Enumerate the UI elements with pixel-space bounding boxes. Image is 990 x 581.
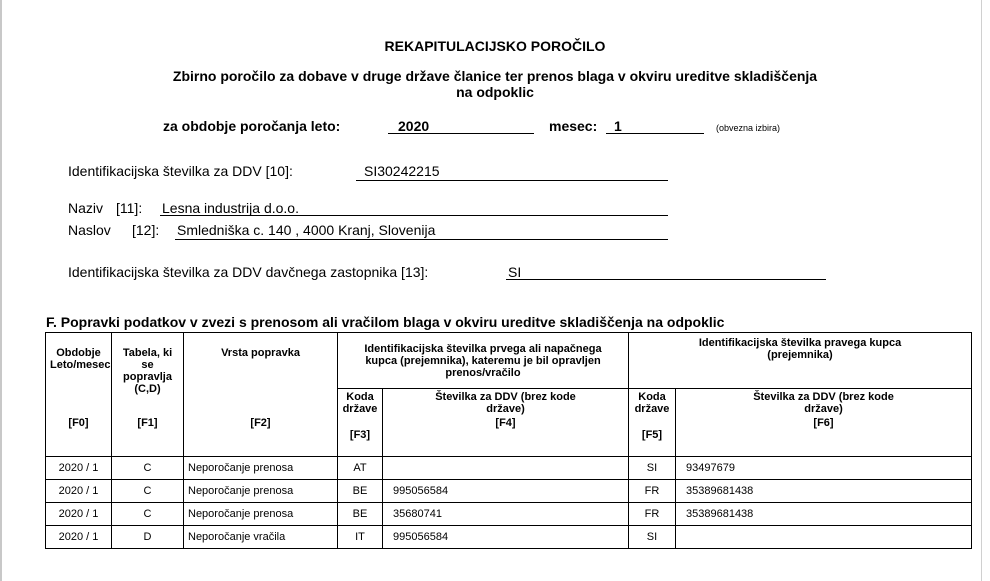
row-vat-2: 35389681438 [676, 503, 972, 526]
period-note: (obvezna izbira) [716, 123, 781, 133]
period-year-field: 2020 [388, 118, 534, 134]
row-kind: Neporočanje vračila [184, 526, 338, 549]
table-row [46, 503, 972, 526]
header-first-buyer: Identifikacijska številka prvega ali napačnega kupca (prejemnika), kateremu je bil opravljen prenos/vračilo [338, 333, 629, 389]
row-vat-2: 93497679 [676, 457, 972, 480]
row-country-1: BE [338, 503, 383, 526]
header-vat-1: Številka za DDV (brez kode države) [435, 391, 576, 415]
row-vat-1: 995056584 [383, 526, 629, 549]
code-f2: [F2] [250, 417, 271, 429]
page-left-border [0, 0, 2, 581]
code-f5: [F5] [641, 429, 663, 441]
row-kind: Neporočanje prenosa [184, 503, 338, 526]
row-country-2: FR [629, 503, 676, 526]
row-period: 2020 / 1 [46, 526, 112, 549]
row-table: D [112, 526, 184, 549]
row-vat-1 [383, 457, 629, 480]
row-kind: Neporočanje prenosa [184, 457, 338, 480]
header-vat-2: Številka za DDV (brez kode države) [753, 391, 894, 415]
vat-value: SI30242215 [356, 163, 668, 181]
row-period: 2020 / 1 [46, 503, 112, 526]
row-kind: Neporočanje prenosa [184, 480, 338, 503]
name-value: Lesna industrija d.o.o. [160, 200, 668, 216]
row-country-1: IT [338, 526, 383, 549]
address-code: [12]: [132, 222, 160, 238]
header-kind: Vrsta popravka [221, 347, 300, 359]
code-f1: [F1] [137, 417, 158, 429]
row-country-1: BE [338, 480, 383, 503]
name-code: [11]: [116, 200, 143, 216]
header-table: Tabela, ki se popravlja (C,D) [122, 347, 173, 395]
header-country-1: Koda države [342, 391, 378, 415]
subtitle-line-1: Zbirno poročilo za dobave v druge države članice ter prenos blaga v okviru ureditve skladiščenja [172, 68, 818, 84]
header-table-cell [112, 333, 184, 457]
row-country-2: FR [629, 480, 676, 503]
period-year-label: za obdobje poročanja leto: [163, 118, 341, 134]
header-vat-1-cell [383, 389, 629, 457]
table-row [46, 480, 972, 503]
row-country-2: SI [629, 457, 676, 480]
corrections-table [45, 332, 972, 549]
code-f4: [F4] [495, 417, 516, 429]
report-title: REKAPITULACIJSKO POROČILO [384, 38, 606, 54]
address-label: Naslov [68, 222, 111, 238]
header-vat-2-cell [676, 389, 972, 457]
report-subtitle [80, 68, 910, 100]
subtitle-line-2: na odpoklic [456, 84, 534, 100]
row-period: 2020 / 1 [46, 480, 112, 503]
header-country-1-cell [338, 389, 383, 457]
row-vat-1: 35680741 [383, 503, 629, 526]
header-period: Obdobje Leto/mesec [50, 347, 111, 371]
table-row [46, 457, 972, 480]
row-table: C [112, 457, 184, 480]
address-value: Smledniška c. 140 , 4000 Kranj, Slovenija [175, 222, 668, 240]
row-vat-2: 35389681438 [676, 480, 972, 503]
name-label: Naziv [68, 200, 104, 216]
header-period-cell [46, 333, 112, 457]
tax-rep-label: Identifikacijska številka za DDV davčnega zastopnika [13]: [68, 264, 429, 280]
row-vat-1: 995056584 [383, 480, 629, 503]
code-f3: [F3] [349, 429, 371, 441]
section-title: F. Popravki podatkov v zvezi s prenosom ali vračilom blaga v okviru ureditve skladiščenja na odpoklic [46, 314, 725, 330]
period-month-label: mesec: [549, 118, 598, 134]
header-country-2: Koda države [634, 391, 670, 415]
vat-label: Identifikacijska številka za DDV [10]: [68, 163, 293, 179]
header-kind-cell [184, 333, 338, 457]
header-country-2-cell [629, 389, 676, 457]
row-table: C [112, 480, 184, 503]
row-country-1: AT [338, 457, 383, 480]
row-vat-2 [676, 526, 972, 549]
page-right-border [981, 0, 982, 581]
table-row [46, 526, 972, 549]
period-month-field: 1 [606, 118, 704, 134]
tax-rep-field: SI [506, 264, 826, 280]
header-correct-buyer: Identifikacijska številka pravega kupca (prejemnika) [629, 333, 972, 389]
row-country-2: SI [629, 526, 676, 549]
code-f6: [F6] [813, 417, 834, 429]
row-period: 2020 / 1 [46, 457, 112, 480]
row-table: C [112, 503, 184, 526]
code-f0: [F0] [68, 417, 89, 429]
